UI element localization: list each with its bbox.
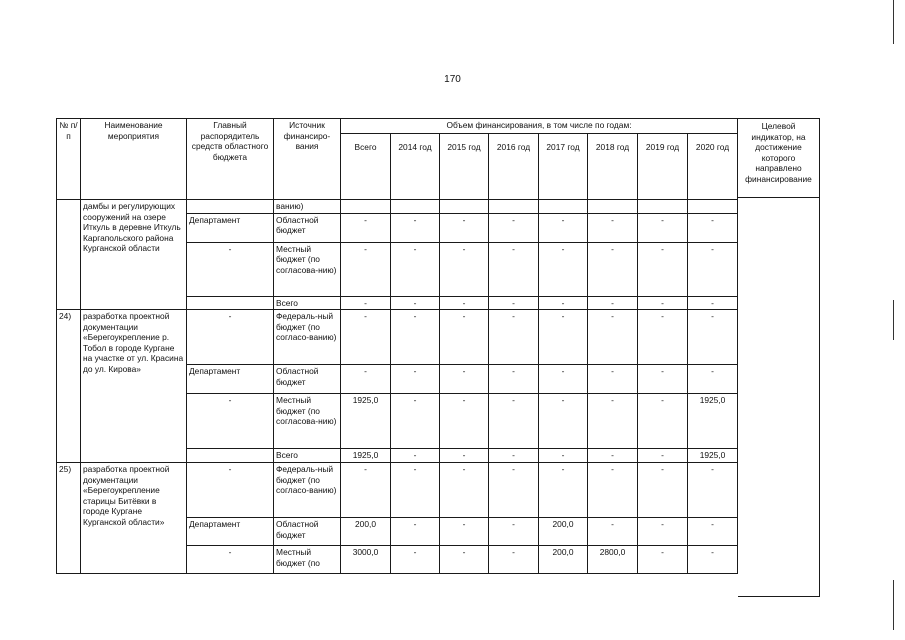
- row-source: Всего: [274, 296, 341, 310]
- cell-2015: -: [440, 296, 489, 310]
- row-source: Федераль-ный бюджет (по согласо-ванию): [274, 310, 341, 365]
- cell-2016: -: [489, 296, 539, 310]
- cell-2015: [440, 200, 489, 214]
- indicator-column: [738, 118, 820, 597]
- row-manager: [187, 296, 274, 310]
- cell-2019: -: [638, 365, 688, 394]
- header-year-2014: 2014 год: [391, 134, 440, 200]
- cell-2016: -: [489, 449, 539, 463]
- cell-total: -: [341, 213, 391, 242]
- cell-2015: -: [440, 394, 489, 449]
- cell-2015: -: [440, 365, 489, 394]
- header-source: Источник финансиро-вания: [274, 119, 341, 200]
- table-row: [57, 463, 739, 518]
- cell-total: 3000,0: [341, 546, 391, 574]
- cell-2019: -: [638, 463, 688, 518]
- row-source: Всего: [274, 449, 341, 463]
- row-manager: [187, 200, 274, 214]
- cell-2018: -: [588, 463, 638, 518]
- cell-2017: [539, 200, 588, 214]
- cell-2019: -: [638, 213, 688, 242]
- financing-table: [56, 118, 739, 574]
- cell-2016: -: [489, 213, 539, 242]
- header-year-2015: 2015 год: [440, 134, 489, 200]
- row-source: Местный бюджет (по согласова-нию): [274, 394, 341, 449]
- cell-2014: -: [391, 518, 440, 546]
- row-manager: -: [187, 242, 274, 296]
- cell-2016: -: [489, 365, 539, 394]
- cell-2018: [588, 200, 638, 214]
- cell-2019: -: [638, 394, 688, 449]
- header-year-2018: 2018 год: [588, 134, 638, 200]
- cell-2018: -: [588, 365, 638, 394]
- cell-2014: -: [391, 310, 440, 365]
- cell-2017: 200,0: [539, 518, 588, 546]
- cell-2020: -: [688, 296, 738, 310]
- cell-2018: -: [588, 518, 638, 546]
- cell-2016: -: [489, 546, 539, 574]
- cell-2018: -: [588, 449, 638, 463]
- cell-2015: -: [440, 310, 489, 365]
- cell-2015: -: [440, 463, 489, 518]
- cell-total: 1925,0: [341, 394, 391, 449]
- cell-total: [341, 200, 391, 214]
- margin-mark-mid: [893, 300, 894, 340]
- table-row: [57, 200, 739, 214]
- table-row: [57, 310, 739, 365]
- cell-2018: -: [588, 296, 638, 310]
- row-source: Областной бюджет: [274, 518, 341, 546]
- row-num: 25): [57, 463, 81, 574]
- table-header: [57, 119, 739, 200]
- cell-2020: 1925,0: [688, 449, 738, 463]
- header-year-2017: 2017 год: [539, 134, 588, 200]
- header-year-2016: 2016 год: [489, 134, 539, 200]
- row-manager: Департамент: [187, 365, 274, 394]
- row-num: 24): [57, 310, 81, 463]
- cell-2020: 1925,0: [688, 394, 738, 449]
- row-source: Областной бюджет: [274, 213, 341, 242]
- cell-2014: -: [391, 449, 440, 463]
- margin-mark-bottom: [893, 580, 894, 630]
- cell-2015: -: [440, 449, 489, 463]
- row-name: разработка проектной документации «Берегоукрепление р. Тобол в городе Кургане на участке от ул. Красина до ул. Кирова»: [81, 310, 187, 463]
- cell-2014: -: [391, 296, 440, 310]
- page-number: 170: [444, 74, 461, 85]
- cell-2017: -: [539, 242, 588, 296]
- cell-2019: -: [638, 242, 688, 296]
- cell-2017: -: [539, 394, 588, 449]
- cell-2014: [391, 200, 440, 214]
- cell-2015: -: [440, 518, 489, 546]
- header-total: Всего: [341, 134, 391, 200]
- cell-2016: -: [489, 310, 539, 365]
- cell-2019: -: [638, 310, 688, 365]
- row-source: Федераль-ный бюджет (по согласо-ванию): [274, 463, 341, 518]
- header-name: Наименование мероприятия: [81, 119, 187, 200]
- cell-2019: -: [638, 449, 688, 463]
- cell-total: -: [341, 310, 391, 365]
- cell-2019: -: [638, 518, 688, 546]
- cell-2016: -: [489, 518, 539, 546]
- cell-total: 200,0: [341, 518, 391, 546]
- row-manager: -: [187, 463, 274, 518]
- cell-2018: -: [588, 310, 638, 365]
- cell-2019: -: [638, 546, 688, 574]
- cell-total: -: [341, 296, 391, 310]
- row-manager: [187, 449, 274, 463]
- header-year-2019: 2019 год: [638, 134, 688, 200]
- cell-2019: -: [638, 296, 688, 310]
- cell-2020: -: [688, 242, 738, 296]
- cell-2014: -: [391, 242, 440, 296]
- header-year-2020: 2020 год: [688, 134, 738, 200]
- cell-2017: -: [539, 296, 588, 310]
- table-body: [57, 200, 739, 574]
- row-source: Местный бюджет (по: [274, 546, 341, 574]
- cell-2017: -: [539, 365, 588, 394]
- cell-2016: [489, 200, 539, 214]
- cell-2014: -: [391, 213, 440, 242]
- cell-2020: [688, 200, 738, 214]
- cell-2016: -: [489, 242, 539, 296]
- cell-2017: -: [539, 463, 588, 518]
- header-indicator: Целевой индикатор, на достижение которого направлено финансирование: [738, 119, 819, 198]
- row-manager: Департамент: [187, 518, 274, 546]
- cell-2016: -: [489, 394, 539, 449]
- cell-2018: 2800,0: [588, 546, 638, 574]
- cell-2014: -: [391, 463, 440, 518]
- cell-2017: -: [539, 310, 588, 365]
- cell-2018: -: [588, 242, 638, 296]
- cell-2017: -: [539, 213, 588, 242]
- cell-2014: -: [391, 365, 440, 394]
- cell-total: -: [341, 463, 391, 518]
- cell-total: 1925,0: [341, 449, 391, 463]
- row-manager: -: [187, 310, 274, 365]
- cell-2017: -: [539, 449, 588, 463]
- header-num: № п/п: [57, 119, 81, 200]
- cell-2019: [638, 200, 688, 214]
- cell-2020: -: [688, 546, 738, 574]
- row-manager: -: [187, 546, 274, 574]
- cell-2018: -: [588, 394, 638, 449]
- margin-mark-top: [893, 0, 894, 44]
- cell-2018: -: [588, 213, 638, 242]
- cell-2017: 200,0: [539, 546, 588, 574]
- row-name: дамбы и регулирующих сооружений на озере Иткуль в деревне Иткуль Каргапольского района Курганской области: [81, 200, 187, 310]
- cell-2014: -: [391, 394, 440, 449]
- row-manager: Департамент: [187, 213, 274, 242]
- header-manager: Главный распорядитель средств областного бюджета: [187, 119, 274, 200]
- cell-2020: -: [688, 213, 738, 242]
- row-num: [57, 200, 81, 310]
- cell-2016: -: [489, 463, 539, 518]
- cell-2015: -: [440, 546, 489, 574]
- row-source: Местный бюджет (по согласова-нию): [274, 242, 341, 296]
- cell-2020: -: [688, 310, 738, 365]
- cell-total: -: [341, 365, 391, 394]
- cell-total: -: [341, 242, 391, 296]
- cell-2015: -: [440, 213, 489, 242]
- row-source: ванию): [274, 200, 341, 214]
- cell-2020: -: [688, 518, 738, 546]
- row-source: Областной бюджет: [274, 365, 341, 394]
- cell-2015: -: [440, 242, 489, 296]
- cell-2020: -: [688, 365, 738, 394]
- cell-2014: -: [391, 546, 440, 574]
- row-name: разработка проектной документации «Берегоукрепление старицы Битёвки в городе Кургане Курганской области»: [81, 463, 187, 574]
- row-manager: -: [187, 394, 274, 449]
- header-volume: Объем финансирования, в том числе по годам:: [341, 119, 738, 134]
- cell-2020: -: [688, 463, 738, 518]
